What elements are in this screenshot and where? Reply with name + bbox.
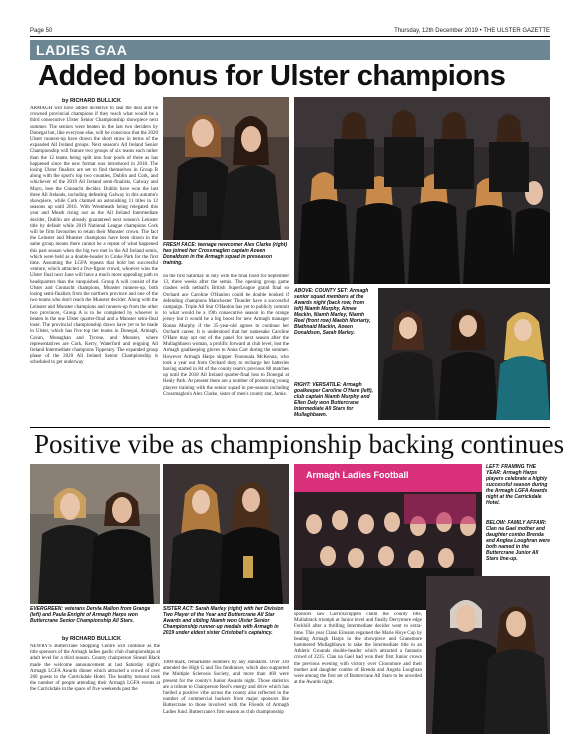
caption-left-framing [486, 464, 550, 516]
section-title: LADIES GAA [36, 42, 128, 58]
caption-right-versatile [294, 382, 374, 426]
date-paper: Thursday, 12th December 2019 • THE ULSTER GAZETTE [394, 28, 550, 34]
caption-fresh-face [163, 242, 289, 272]
article2-col3: sponsors saw Carrickcruppen claim the county title, Mullabrack triumph at Junior level and finally Derrymore edge Forkhill after a thrilling Intermediate decider went to extra-time. This year Clann Eireann regained the Marie Hoye Cup by beating Armagh Harps in the showpiece and Granemore hammered Mullaghbawn to take the Intermediate title in an Athletic Grounds double-header which attracted a fantastic crowd of 2235. Clan na Gael had won their first Junior crown the previous evening with victory over Cloonmore and their mother and daughter combo of Brenda and Angela Loughran were among the first set of Buttercrane All Stars to be unveiled at the Awards night. [294, 612, 422, 686]
photo-fresh-face [163, 97, 289, 240]
article1-col2: on the first Saturday in July with the final fixed for September 13, three weeks after the semis. The opening group game clashes with netball's British SuperLeague grand final so Orchard ace Caroline O'Hanlon could be double booked if defending champions Manchester Thunder have a successful campaign. Triple All Star O'Hanlon has yet to publicly commit to what would be a 19th consecutive season in the orange jersey but it would be a big boost for new Armagh manager Ronan Murphy if the 35-year-old agrees to continue her Orchard career. It is understood that her namesake Caroline O'Hare may opt out of the panel for next season after the Mullaghbawn woman, a prolific forward at club level, lost the Armagh goalkeeping gloves to Anna Carr during the summer. However Armagh Harps skipper Fionnuala McKenna, who took a year out from Orchard duty to recharge her batteries having started in 84 of the county team's previous 88 matches up until the 2018 All Ireland quarter-final loss to Donegal at Healy Park. At present there are a number of promising young players training with the senior squad in pre-season including Crossmaglen's Alex Clarke, sister of men's county star, Jamie. [163, 274, 289, 397]
article2-col1: NEWRY'S Buttercrane Shopping Centre will continue as the title sponsors of the Armagh ladies gaelic club championships at adult level for a third season. County chairperson Sinead Black made the welcome announcement at last Saturday night's Armagh LGFA Awards dinner which attracted a crowd of over 260 guests to the Carrickdale Hotel. The healthy turnout took the number of people attending their Armagh LGFA events at the Carrickdale in the space of five weekends past the [30, 644, 160, 693]
article2-col2: 1000-mark, remarkable numbers by any standards. Over 330 attended the High G and Tea fundraiser, which also supported the Multiple Sclerosis Society, and more than 460 were present for the county's Junior Awards night. Those statistics are a tribute to Chairperson Reel's energy and drive which has fuelled a positive vibe across the county also reflected in the number of commercial backers from major sponsors like Buttercrane to those involved with the Friends of Armagh Ladies fund. Buttercrane's first season as club championship [163, 660, 289, 715]
headline-2: Positive vibe as championship backing continues [34, 429, 565, 459]
byline-1: by RICHARD BULLICK [62, 98, 121, 104]
photo-versatile [378, 288, 550, 420]
section-bar [30, 40, 550, 60]
photo-evergreen [30, 464, 160, 604]
armagh-ladies-banner [300, 465, 474, 487]
article1-col1: ARMAGH will have added incentive to seal the deal and be crowned provincial champions if they reach what would be a third consecutive Ulster Senior Championship showpiece next summer. The seniors were beaten in the last two deciders by Donegal but, like everyone else, will be conscious that the 2020 Ulster runners-up have drawn the short straw in terms of the expanded All Ireland groups. Next season's All Ireland Senior Championship will feature two groups of six teams each rather than the 12 teams being split into four pools of three as has happened since the new format was introduced in 2018. The losing Ulster finalists are set to find themselves in Group B along with the sport's top two counties, Dublin and Cork, and whichever of the 2019 All Ireland semi-finalists, Galway and Mayo, lose the Connacht decider. Dublin have won the last three All Irelands, including defeating Galway in this autumn's showpiece, while Cork claimed an astonishing 11 titles in 12 seasons up until 2016. With Westmeath being relegated this year and Meath rising out as the All Ireland Intermediate decider, Dublin are already guaranteed next season's Leinster title by default while 2019 National League champions Cork will be firm favourites to retain their Munster crown. The fact the Leinster and Munster champions have been drawn in the same group means there cannot be a repeat of what happened this past season when the big two met in the All Ireland semis, which were held as a double-header in Croke Park for the first time. Assuming the LGFA repeats that bold but successful venture, which attracted a five-figure crowd, whoever wins the Ulster final next June will have a much more appealing path to headquarters than the vanquished. Group A will consist of the Ulster and Connacht champions, Munster runners-up, both losing semi-finalists from the northern province and one of the two teams who don't reach the Munster decider. Along with the Leinster and Munster champions and runners-up from the other two provinces, Group A is to be completed by whoever is beaten in the one Ulster quarter-final and a Munster semi-final loser. The provincial championship draws have yet to be made in Ulster, which has five top tier teams in Donegal, Armagh, Cavan, Monaghan and Tyrone, and Munster, where representatives are Cork, Kerry, Waterford and reigning All Ireland Intermediate champions Tipperary. The expanded group phase of the 2020 All Ireland Senior Championship is scheduled to get underway [30, 106, 158, 366]
photo-family-affair [426, 576, 550, 734]
caption-above-county-text: ABOVE: COUNTY SET: Armagh senior squad members at the Awards night (back row, from left) Niamh Murphy, Aimee Mackin, Niamh Marley, Niamh Reel (front row) Maebh Moriarty, Blathnaid Mackin, Aoeen Donaldson, Sarah Marley. [294, 288, 371, 336]
caption-below-family-text: BELOW: FAMILY AFFAIR: Clan na Gael mother and daughter combo Brenda and Anglea Loughran were both named in the Buttercrane Junior All Stars line-up. [486, 520, 550, 562]
caption-below-family [486, 520, 550, 574]
caption-fresh-face-text: FRESH FACE: teenage newcomer Alex Clarke (right) has joined her Crossmaglen captain Aoeen Donaldson in the Armagh squad in preseason training. [163, 242, 288, 266]
photo-sister-act [163, 464, 289, 604]
caption-above-county [294, 288, 374, 380]
page-number: Page 50 [30, 28, 53, 34]
photo-county-set [294, 97, 550, 284]
caption-evergreen [30, 606, 160, 634]
caption-evergreen-text: EVERGREEN: veterans Dervla Mallon from Grange (left) and Paula Enright of Armagh Harps won Buttercrane Senior Championship All Stars. [30, 606, 151, 624]
byline-2: by RICHARD BULLICK [62, 636, 121, 642]
caption-sister-act [163, 606, 289, 658]
headline-1: Added bonus for Ulster champions [38, 60, 506, 92]
banner-text: Armagh Ladies Football [306, 470, 409, 480]
header-rule [30, 36, 550, 37]
caption-left-framing-text: LEFT: FRAMING THE YEAR: Armagh Harps players celebrate a highly successful season during the Armagh LGFA Awards night at the Carrickdale Hotel. [486, 464, 548, 506]
caption-sister-act-text: SISTER ACT: Sarah Marley (right) with her Division Two Player of the Year and Buttercrane All Star Awards and sibling Niamh won Ulster Senior Championship runner-up medals with Armagh in 2019 under eldest sister Cristobel's captaincy. [163, 606, 284, 636]
mid-rule [30, 427, 550, 428]
caption-right-versatile-text: RIGHT: VERSATILE: Armagh goalkeeper Caroline O'Hare (left), club captain Niamh Murphy and Ellen Daly won Buttercrane Intermediate All Stars for Mullaghbawn. [294, 382, 373, 418]
